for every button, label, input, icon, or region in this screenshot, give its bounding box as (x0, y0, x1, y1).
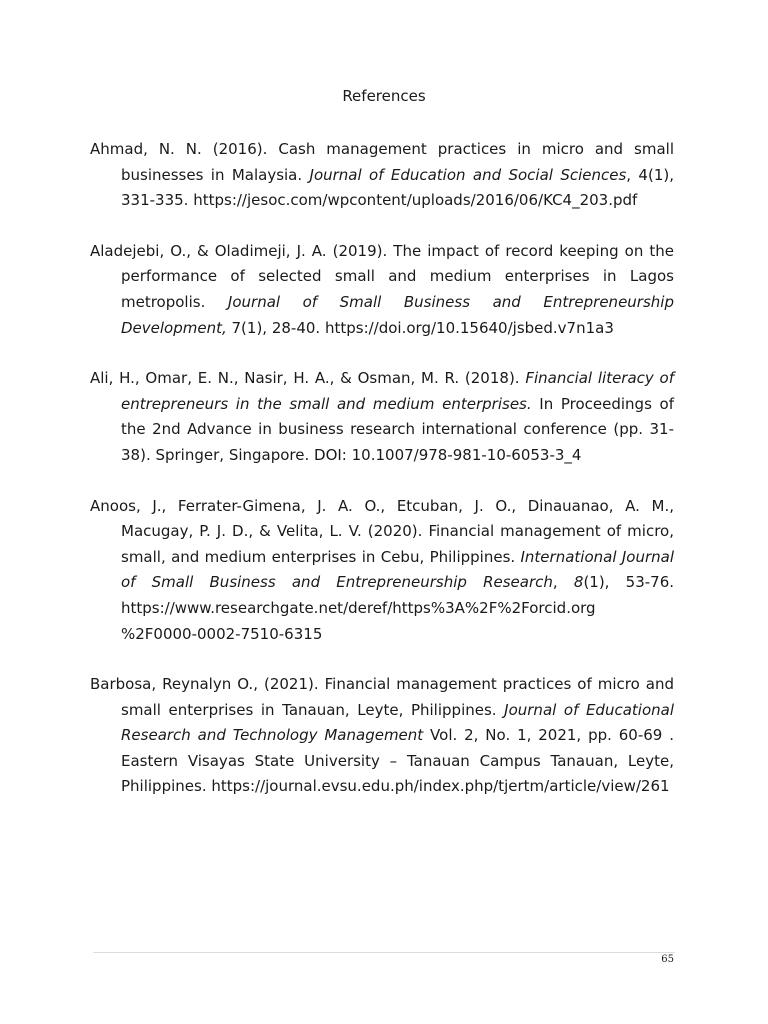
reference-text: , (552, 573, 574, 592)
reference-text: , 4(1), 331-335. https://jesoc.com/wpcontent/uploads/2016/06/KC4_203.pdf (121, 165, 674, 210)
volume-number: 8 (573, 573, 584, 592)
reference-text: Aladejebi, O., & Oladimeji, J. A. (2019). The impact of record keeping on the performance of selected small and medium enterprises in Lagos metropolis. (90, 241, 674, 311)
reference-text: Ahmad, N. N. (2016). Cash management practices in micro and small businesses in Malaysia. (90, 140, 674, 184)
reference-text: In Proceedings of the 2nd Advance in business research international conference (pp. 31-38). Springer, Singapore. DOI: 10.1007/978-981-10-6053-3_4 (121, 394, 674, 464)
reference-entry (90, 494, 674, 648)
journal-title: International Journal of Small Business and Entrepreneurship Research (121, 547, 674, 592)
footer-divider (93, 952, 675, 953)
reference-text: 7(1), 28-40. https://doi.org/10.15640/jsbed.v7n1a3 (226, 318, 614, 337)
reference-text: Vol. 2, No. 1, 2021, pp. 60-69 . Eastern Visayas State University – Tanauan Campus Tanauan, Leyte, Philippines. https://journal.evsu.edu.ph/index.php/tjertm/article/view/261 (121, 726, 674, 796)
reference-text: Anoos, J., Ferrater-Gimena, J. A. O., Etcuban, J. O., Dinauanao, A. M., Macugay, P. J. D., & Velita, L. V. (2020). Financial management of micro, small, and medium enterprises in Cebu, Philippines. (90, 496, 674, 566)
reference-entry (90, 239, 674, 341)
reference-list (90, 137, 674, 825)
reference-text: (1), 53-76. https://www.researchgate.net/deref/https%3A%2F%2Forcid.org %2F0000-0002-7510-6315 (121, 573, 675, 643)
journal-title: Journal of Education and Social Sciences (309, 165, 627, 184)
reference-text: Barbosa, Reynalyn O., (2021). Financial management practices of micro and small enterprises in Tanauan, Leyte, Philippines. (90, 675, 674, 719)
journal-title: Financial literacy of entrepreneurs in the small and medium enterprises. (121, 369, 674, 413)
page-number: 65 (661, 954, 674, 965)
page-title: References (342, 87, 426, 105)
journal-title: Journal of Educational Research and Technology Management (121, 700, 674, 745)
reference-text: Ali, H., Omar, E. N., Nasir, H. A., & Osman, M. R. (2018). (90, 369, 526, 388)
journal-title: Journal of Small Business and Entrepreneurship Development, (121, 292, 674, 337)
reference-entry (90, 137, 674, 214)
reference-entry (90, 672, 674, 800)
reference-entry (90, 366, 674, 468)
